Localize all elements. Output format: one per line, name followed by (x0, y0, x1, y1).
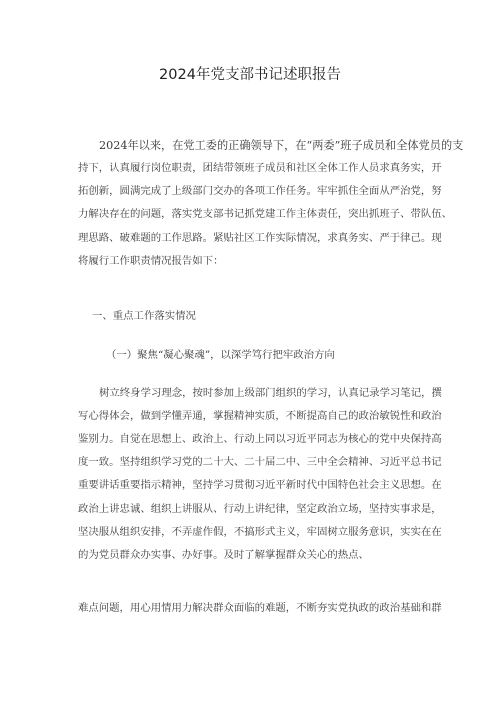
body-line: 度一致。坚持组织学习党的二十大、二十届二中、三中全会精神、习近平总书记 (78, 456, 442, 468)
body-line: 写心得体会，做到学懂弄通，掌握精神实质，不断提高自己的政治敏锐性和政治 (78, 410, 442, 422)
body-line: 政治上讲忠诚、组织上讲服从、行动上讲纪律，坚定政治立场，坚持实事求是， (78, 503, 442, 515)
intro-line: 力解决存在的问题，落实党支部书记抓党建工作主体责任，突出抓班子、带队伍、 (78, 208, 453, 220)
body-line: 鉴别力。自觉在思想上、政治上、行动上同以习近平同志为核心的党中央保持高 (78, 433, 442, 445)
body-line: 坚决服从组织安排，不弄虚作假，不搞形式主义，牢固树立服务意识，实实在在 (78, 526, 442, 538)
body-line: 重要讲话重要指示精神，坚持学习贯彻习近平新时代中国特色社会主义思想。在 (78, 479, 442, 491)
intro-line: 持下，认真履行岗位职责，团结带领班子成员和社区全体工作人员求真务实，开 (78, 162, 442, 174)
continuation-line: 难点问题，用心用情用力解决群众面临的难题，不断夯实党执政的政治基础和群 (78, 602, 442, 614)
intro-line: 将履行工作职责情况报告如下： (78, 255, 224, 267)
document-title: 2024年党支部书记述职报告 (159, 67, 341, 83)
body-line: 树立终身学习理念，按时参加上级部门组织的学习，认真记录学习笔记，撰 (99, 387, 442, 399)
intro-line: 理思路、破难题的工作思路。紧贴社区工作实际情况，求真务实、严于律己。现 (78, 232, 442, 244)
intro-line: 拓创新，圆满完成了上级部门交办的各项工作任务。牢牢抓住全面从严治党，努 (78, 185, 442, 197)
body-line: 的为党员群众办实事、办好事。及时了解掌握群众关心的热点、 (78, 549, 369, 561)
section-heading: 一、重点工作落实情况 (92, 310, 196, 322)
subsection-heading: （一）聚焦“凝心聚魂”，以深学笃行把牢政治方向 (106, 349, 335, 361)
intro-line: 2024年以来，在党工委的正确领导下，在“两委”班子成员和全体党员的支 (99, 139, 464, 152)
